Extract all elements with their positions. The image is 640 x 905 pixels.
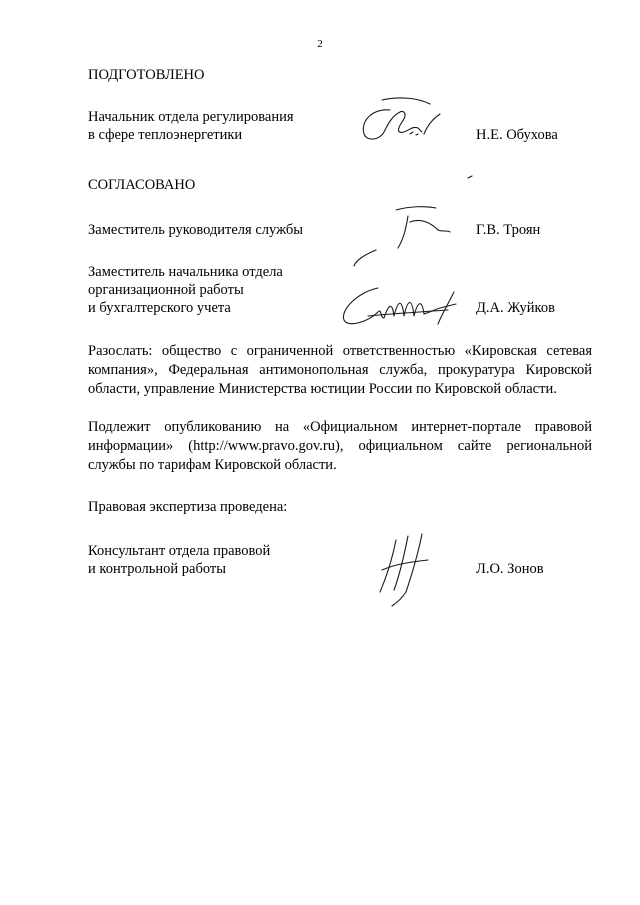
legal-review-position-line2: и контрольной работы xyxy=(88,561,226,577)
signature-zonov xyxy=(372,530,442,610)
signature-zhuykov xyxy=(338,282,468,332)
distribution-paragraph: Разослать: общество с ограниченной ответственностью «Кировская сетевая компания», Федеральная антимонопольная служба, прокуратура Кировской области, управление Министерства юстиции России по Кировской области. xyxy=(88,343,592,397)
prepared-position-line1: Начальник отдела регулирования xyxy=(88,109,294,125)
publication-paragraph: Подлежит опубликованию на «Официальном интернет-портале правовой информации» (http://www.pravo.gov.ru), официальном сайте региональной службы по тарифам Кировской области. xyxy=(88,419,592,473)
agreed-heading: СОГЛАСОВАНО xyxy=(88,177,196,193)
prepared-position-line2: в сфере теплоэнергетики xyxy=(88,127,243,143)
signature-troyan xyxy=(350,172,480,272)
prepared-heading: ПОДГОТОВЛЕНО xyxy=(88,67,205,83)
legal-review-heading: Правовая экспертиза проведена: xyxy=(88,499,288,515)
agreed-signer2-position-line1: Заместитель начальника отдела xyxy=(88,264,283,280)
agreed-signer1-name: Г.В. Троян xyxy=(476,222,541,238)
agreed-signer2-position-line3: и бухгалтерского учета xyxy=(88,300,231,316)
legal-review-name: Л.О. Зонов xyxy=(476,561,544,577)
signature-obukhova xyxy=(352,94,452,150)
prepared-name: Н.Е. Обухова xyxy=(476,127,558,143)
agreed-signer2-position-line2: организационной работы xyxy=(88,282,244,298)
page-number: 2 xyxy=(317,38,323,50)
agreed-signer1-position: Заместитель руководителя службы xyxy=(88,222,304,238)
agreed-signer2-name: Д.А. Жуйков xyxy=(476,300,555,316)
legal-review-position-line1: Консультант отдела правовой xyxy=(88,543,271,559)
